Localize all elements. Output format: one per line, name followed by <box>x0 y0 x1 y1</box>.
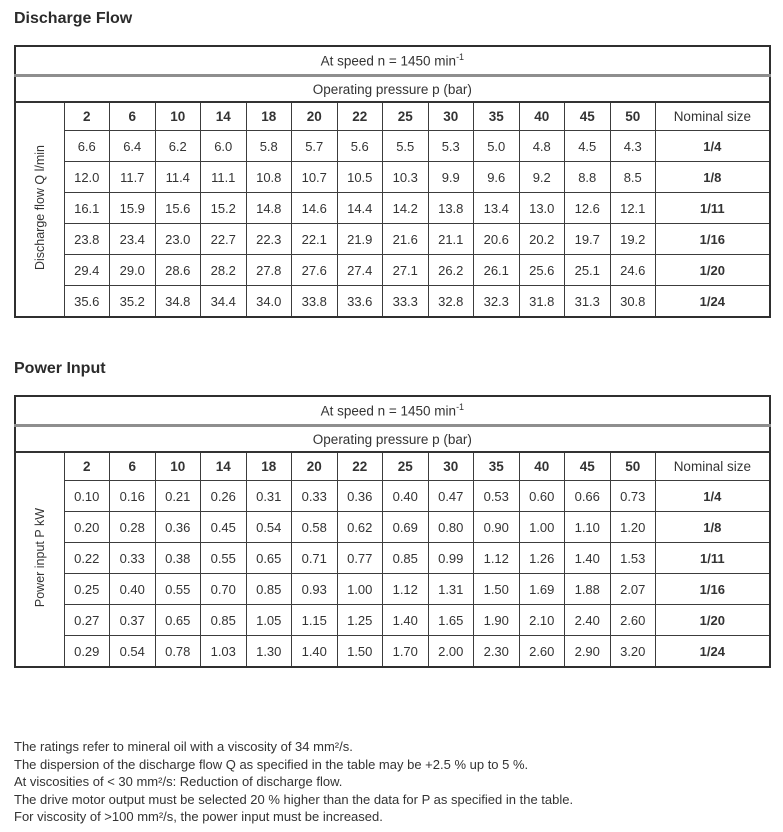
data-cell: 13.0 <box>519 193 565 224</box>
data-cell: 15.9 <box>110 193 156 224</box>
data-cell: 8.8 <box>565 162 611 193</box>
data-cell: 11.4 <box>155 162 201 193</box>
data-cell: 6.2 <box>155 131 201 162</box>
data-cell: 1.40 <box>565 543 611 574</box>
data-cell: 1.15 <box>292 605 338 636</box>
data-cell: 1.00 <box>519 512 565 543</box>
pressure-header-cell: 2 <box>64 102 110 131</box>
data-cell: 21.1 <box>428 224 474 255</box>
data-cell: 0.77 <box>337 543 383 574</box>
data-cell: 2.10 <box>519 605 565 636</box>
data-cell: 1.53 <box>610 543 656 574</box>
data-cell: 12.6 <box>565 193 611 224</box>
table-row <box>15 636 770 668</box>
data-cell: 1.30 <box>246 636 292 668</box>
data-cell: 9.2 <box>519 162 565 193</box>
data-cell: 0.65 <box>155 605 201 636</box>
table-row <box>15 224 770 255</box>
data-cell: 0.54 <box>246 512 292 543</box>
data-cell: 2.30 <box>474 636 520 668</box>
pressure-header-cell: 10 <box>155 452 201 481</box>
pressure-header-cell: 14 <box>201 452 247 481</box>
data-cell: 0.26 <box>201 481 247 512</box>
pressure-header-cell: 14 <box>201 102 247 131</box>
pressure-group-row <box>15 76 770 103</box>
speed-row <box>15 396 770 426</box>
data-cell: 10.8 <box>246 162 292 193</box>
data-cell: 34.8 <box>155 286 201 318</box>
nominal-size-cell: 1/20 <box>656 255 770 286</box>
pressure-header-cell: 25 <box>383 452 429 481</box>
data-cell: 0.36 <box>155 512 201 543</box>
nominal-size-header: Nominal size <box>656 452 770 481</box>
nominal-size-cell: 1/8 <box>656 512 770 543</box>
pressure-header-cell: 20 <box>292 102 338 131</box>
note-line: The ratings refer to mineral oil with a viscosity of 34 mm²/s. <box>14 739 353 754</box>
pressure-header-cell: 18 <box>246 102 292 131</box>
power-input-title: Power Input <box>14 360 106 377</box>
data-cell: 0.40 <box>110 574 156 605</box>
data-cell: 1.40 <box>292 636 338 668</box>
data-cell: 0.73 <box>610 481 656 512</box>
data-cell: 14.8 <box>246 193 292 224</box>
pressure-header-cell: 45 <box>565 102 611 131</box>
data-cell: 0.65 <box>246 543 292 574</box>
nominal-size-cell: 1/16 <box>656 224 770 255</box>
data-cell: 3.20 <box>610 636 656 668</box>
data-cell: 0.47 <box>428 481 474 512</box>
data-cell: 5.5 <box>383 131 429 162</box>
nominal-size-cell: 1/8 <box>656 162 770 193</box>
data-cell: 35.6 <box>64 286 110 318</box>
speed-row <box>15 46 770 76</box>
speed-exponent: -1 <box>456 402 465 413</box>
data-cell: 0.27 <box>64 605 110 636</box>
data-cell: 0.22 <box>64 543 110 574</box>
data-cell: 5.7 <box>292 131 338 162</box>
data-cell: 15.6 <box>155 193 201 224</box>
data-cell: 1.25 <box>337 605 383 636</box>
data-cell: 0.85 <box>201 605 247 636</box>
data-cell: 0.70 <box>201 574 247 605</box>
data-cell: 26.1 <box>474 255 520 286</box>
data-cell: 34.4 <box>201 286 247 318</box>
table-row <box>15 255 770 286</box>
data-cell: 33.6 <box>337 286 383 318</box>
data-cell: 5.0 <box>474 131 520 162</box>
data-cell: 5.3 <box>428 131 474 162</box>
data-cell: 0.99 <box>428 543 474 574</box>
pressure-header-cell: 35 <box>474 102 520 131</box>
data-cell: 12.1 <box>610 193 656 224</box>
data-cell: 0.40 <box>383 481 429 512</box>
data-cell: 10.5 <box>337 162 383 193</box>
data-cell: 20.6 <box>474 224 520 255</box>
data-cell: 22.1 <box>292 224 338 255</box>
data-cell: 0.45 <box>201 512 247 543</box>
nominal-size-cell: 1/11 <box>656 193 770 224</box>
section-spacer <box>14 318 769 360</box>
data-cell: 0.38 <box>155 543 201 574</box>
data-cell: 1.90 <box>474 605 520 636</box>
data-cell: 0.33 <box>292 481 338 512</box>
data-cell: 15.2 <box>201 193 247 224</box>
data-cell: 1.50 <box>337 636 383 668</box>
data-cell: 5.6 <box>337 131 383 162</box>
note-line: For viscosity of >100 mm²/s, the power input must be increased. <box>14 809 383 824</box>
data-cell: 0.93 <box>292 574 338 605</box>
data-cell: 0.36 <box>337 481 383 512</box>
note-line: At viscosities of < 30 mm²/s: Reduction of discharge flow. <box>14 774 343 789</box>
data-cell: 1.10 <box>565 512 611 543</box>
data-cell: 22.3 <box>246 224 292 255</box>
pressure-header-cell: 40 <box>519 452 565 481</box>
data-cell: 20.2 <box>519 224 565 255</box>
data-cell: 27.4 <box>337 255 383 286</box>
data-cell: 0.90 <box>474 512 520 543</box>
data-cell: 23.4 <box>110 224 156 255</box>
data-cell: 29.0 <box>110 255 156 286</box>
data-cell: 25.6 <box>519 255 565 286</box>
nominal-size-header: Nominal size <box>656 102 770 131</box>
pressure-header-cell: 6 <box>110 452 156 481</box>
data-cell: 5.8 <box>246 131 292 162</box>
data-cell: 31.8 <box>519 286 565 318</box>
data-cell: 0.80 <box>428 512 474 543</box>
data-cell: 0.85 <box>383 543 429 574</box>
column-header-row <box>15 102 770 131</box>
data-cell: 0.69 <box>383 512 429 543</box>
data-cell: 0.85 <box>246 574 292 605</box>
pressure-group-header: Operating pressure p (bar) <box>15 76 770 103</box>
data-cell: 16.1 <box>64 193 110 224</box>
data-cell: 14.2 <box>383 193 429 224</box>
speed-header-text: At speed n = 1450 min <box>320 403 457 419</box>
data-cell: 23.0 <box>155 224 201 255</box>
data-cell: 0.55 <box>155 574 201 605</box>
pressure-header-cell: 50 <box>610 102 656 131</box>
data-cell: 1.70 <box>383 636 429 668</box>
pressure-header-cell: 45 <box>565 452 611 481</box>
data-cell: 0.29 <box>64 636 110 668</box>
data-cell: 0.62 <box>337 512 383 543</box>
data-cell: 8.5 <box>610 162 656 193</box>
table-row <box>15 193 770 224</box>
data-cell: 0.71 <box>292 543 338 574</box>
data-cell: 34.0 <box>246 286 292 318</box>
data-cell: 13.8 <box>428 193 474 224</box>
data-cell: 21.9 <box>337 224 383 255</box>
data-cell: 14.4 <box>337 193 383 224</box>
data-cell: 4.5 <box>565 131 611 162</box>
pressure-header-cell: 22 <box>337 452 383 481</box>
data-cell: 0.25 <box>64 574 110 605</box>
pressure-group-header: Operating pressure p (bar) <box>15 426 770 453</box>
data-cell: 6.6 <box>64 131 110 162</box>
footnotes <box>14 738 769 826</box>
data-cell: 33.3 <box>383 286 429 318</box>
data-cell: 9.9 <box>428 162 474 193</box>
data-cell: 0.78 <box>155 636 201 668</box>
data-cell: 4.8 <box>519 131 565 162</box>
data-cell: 2.40 <box>565 605 611 636</box>
pressure-header-cell: 18 <box>246 452 292 481</box>
data-cell: 27.1 <box>383 255 429 286</box>
table-row <box>15 162 770 193</box>
data-cell: 0.66 <box>565 481 611 512</box>
nominal-size-cell: 1/4 <box>656 131 770 162</box>
speed-exponent: -1 <box>456 52 465 63</box>
data-cell: 1.12 <box>383 574 429 605</box>
data-cell: 26.2 <box>428 255 474 286</box>
data-cell: 32.8 <box>428 286 474 318</box>
table-row <box>15 481 770 512</box>
data-cell: 30.8 <box>610 286 656 318</box>
data-cell: 0.37 <box>110 605 156 636</box>
data-cell: 14.6 <box>292 193 338 224</box>
data-cell: 31.3 <box>565 286 611 318</box>
data-cell: 0.16 <box>110 481 156 512</box>
speed-header <box>15 46 770 76</box>
data-cell: 1.65 <box>428 605 474 636</box>
data-cell: 11.7 <box>110 162 156 193</box>
column-header-row <box>15 452 770 481</box>
nominal-size-cell: 1/24 <box>656 286 770 318</box>
data-cell: 0.33 <box>110 543 156 574</box>
row-axis-label: Discharge flow Q l/min <box>32 145 47 271</box>
data-cell: 6.0 <box>201 131 247 162</box>
data-cell: 19.7 <box>565 224 611 255</box>
data-cell: 29.4 <box>64 255 110 286</box>
data-cell: 0.55 <box>201 543 247 574</box>
data-cell: 11.1 <box>201 162 247 193</box>
row-axis-label-cell <box>15 452 64 667</box>
data-cell: 1.69 <box>519 574 565 605</box>
data-cell: 1.20 <box>610 512 656 543</box>
data-cell: 12.0 <box>64 162 110 193</box>
data-cell: 9.6 <box>474 162 520 193</box>
pressure-header-cell: 40 <box>519 102 565 131</box>
nominal-size-cell: 1/11 <box>656 543 770 574</box>
data-cell: 35.2 <box>110 286 156 318</box>
data-cell: 6.4 <box>110 131 156 162</box>
data-cell: 0.54 <box>110 636 156 668</box>
data-cell: 2.00 <box>428 636 474 668</box>
note-line: The drive motor output must be selected 20 % higher than the data for P as specified in the table. <box>14 791 574 807</box>
data-cell: 0.58 <box>292 512 338 543</box>
pressure-header-cell: 30 <box>428 452 474 481</box>
speed-header <box>15 396 770 426</box>
pressure-header-cell: 10 <box>155 102 201 131</box>
pressure-header-cell: 2 <box>64 452 110 481</box>
table-row <box>15 574 770 605</box>
data-cell: 2.07 <box>610 574 656 605</box>
pressure-header-cell: 50 <box>610 452 656 481</box>
row-axis-label: Power input P kW <box>32 508 47 608</box>
data-cell: 0.10 <box>64 481 110 512</box>
pressure-header-cell: 25 <box>383 102 429 131</box>
table-row <box>15 286 770 318</box>
table-row <box>15 543 770 574</box>
data-cell: 1.31 <box>428 574 474 605</box>
data-cell: 4.3 <box>610 131 656 162</box>
pressure-group-row <box>15 426 770 453</box>
data-cell: 1.88 <box>565 574 611 605</box>
data-cell: 1.50 <box>474 574 520 605</box>
data-cell: 1.12 <box>474 543 520 574</box>
discharge-flow-table <box>14 45 771 318</box>
table-row <box>15 512 770 543</box>
pressure-header-cell: 30 <box>428 102 474 131</box>
speed-header-text: At speed n = 1450 min <box>320 53 457 69</box>
data-cell: 10.7 <box>292 162 338 193</box>
data-cell: 27.8 <box>246 255 292 286</box>
data-cell: 22.7 <box>201 224 247 255</box>
power-input-table <box>14 395 771 668</box>
data-cell: 25.1 <box>565 255 611 286</box>
data-cell: 24.6 <box>610 255 656 286</box>
data-cell: 13.4 <box>474 193 520 224</box>
data-cell: 21.6 <box>383 224 429 255</box>
data-cell: 0.60 <box>519 481 565 512</box>
discharge-flow-title: Discharge Flow <box>14 10 133 27</box>
power-input-section <box>14 360 769 668</box>
data-cell: 1.26 <box>519 543 565 574</box>
data-cell: 0.53 <box>474 481 520 512</box>
discharge-flow-section <box>14 10 769 318</box>
nominal-size-cell: 1/16 <box>656 574 770 605</box>
nominal-size-cell: 1/4 <box>656 481 770 512</box>
pressure-header-cell: 35 <box>474 452 520 481</box>
pressure-header-cell: 22 <box>337 102 383 131</box>
data-cell: 0.31 <box>246 481 292 512</box>
data-cell: 33.8 <box>292 286 338 318</box>
data-cell: 28.2 <box>201 255 247 286</box>
data-cell: 0.28 <box>110 512 156 543</box>
data-cell: 0.20 <box>64 512 110 543</box>
data-cell: 2.60 <box>519 636 565 668</box>
data-cell: 0.21 <box>155 481 201 512</box>
row-axis-label-cell <box>15 102 64 317</box>
data-cell: 2.60 <box>610 605 656 636</box>
nominal-size-cell: 1/24 <box>656 636 770 668</box>
data-cell: 32.3 <box>474 286 520 318</box>
data-cell: 27.6 <box>292 255 338 286</box>
data-cell: 1.40 <box>383 605 429 636</box>
pressure-header-cell: 6 <box>110 102 156 131</box>
data-cell: 1.00 <box>337 574 383 605</box>
table-row <box>15 605 770 636</box>
data-cell: 2.90 <box>565 636 611 668</box>
data-cell: 23.8 <box>64 224 110 255</box>
data-cell: 1.03 <box>201 636 247 668</box>
table-row <box>15 131 770 162</box>
nominal-size-cell: 1/20 <box>656 605 770 636</box>
pressure-header-cell: 20 <box>292 452 338 481</box>
data-cell: 10.3 <box>383 162 429 193</box>
data-cell: 19.2 <box>610 224 656 255</box>
note-line: The dispersion of the discharge flow Q as specified in the table may be +2.5 % up to 5 %. <box>14 756 529 772</box>
data-cell: 28.6 <box>155 255 201 286</box>
data-cell: 1.05 <box>246 605 292 636</box>
